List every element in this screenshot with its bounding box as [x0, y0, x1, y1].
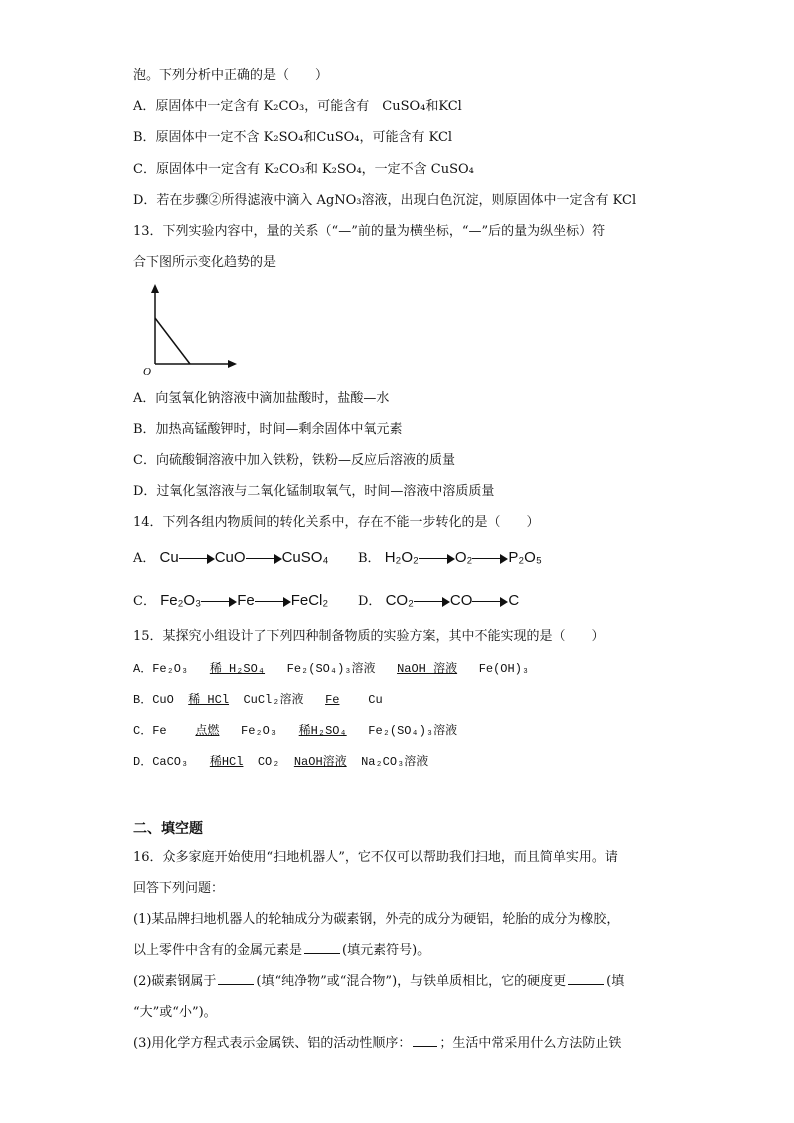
q15-option-d	[133, 752, 428, 772]
q14-d-label: D．	[358, 594, 382, 609]
q13-stem-line1: 13．下列实验内容中，量的关系（“—”前的量为横坐标，“—”后的量为纵坐标）符	[133, 224, 606, 239]
q15-b-middle: CuCl₂溶液	[243, 693, 304, 707]
right-arrow-icon	[246, 554, 282, 564]
q15-c-reagent-1: 点燃	[195, 724, 220, 738]
q16-part2-text: (2)碳素钢属于	[133, 974, 217, 989]
q15-option-c	[133, 721, 457, 741]
q14-c-species-1: Fe₂O₃	[160, 592, 202, 609]
q14-b-species-3: P₂O₅	[508, 549, 542, 566]
q14-a-species-1: Cu	[159, 549, 179, 566]
q14-c-label: C．	[133, 594, 156, 609]
q15-option-b	[133, 690, 383, 710]
q14-stem: 14．下列各组内物质间的转化关系中，存在不能一步转化的是（ ）	[133, 515, 540, 530]
right-arrow-icon	[419, 554, 455, 564]
q14-a-species-3: CuSO₄	[281, 549, 329, 566]
q15-b-product: Cu	[368, 693, 383, 707]
section-heading: 二、填空题	[133, 821, 203, 837]
q12-option-a: A．原固体中一定含有 K₂CO₃，可能含有 CuSO₄和KCl	[133, 99, 462, 114]
q13-option-a: A．向氢氧化钠溶液中滴加盐酸时，盐酸—水	[133, 391, 390, 406]
q15-option-a	[133, 659, 529, 679]
q14-d-species-1: CO₂	[385, 592, 414, 609]
q12-option-b: B．原固体中一定不含 K₂SO₄和CuSO₄，可能含有 KCl	[133, 130, 453, 145]
q14-d-species-2: CO	[449, 592, 473, 609]
q15-a-reagent-2: NaOH 溶液	[397, 662, 458, 676]
q14-d-species-3: C	[508, 592, 520, 609]
answer-blank[interactable]	[304, 941, 340, 954]
q16-part1-line2	[133, 941, 430, 961]
q15-b-start: B．CuO	[133, 693, 174, 707]
q15-a-start: A．Fe₂O₃	[133, 662, 189, 676]
q15-c-reagent-2: 稀H₂SO₄	[298, 724, 347, 738]
q14-option-b	[358, 548, 542, 569]
right-arrow-icon	[472, 554, 508, 564]
q16-part2-line2: “大”或“小”)。	[133, 1005, 217, 1020]
q15-b-reagent-1: 稀 HCl	[188, 693, 230, 707]
q14-option-d	[358, 591, 519, 612]
q14-a-label: A．	[133, 551, 156, 566]
q16-part3-line1	[133, 1034, 621, 1054]
q14-b-species-2: O₂	[454, 549, 473, 566]
q16-part1-hint: (填元素符号)。	[342, 943, 431, 958]
trend-line	[155, 318, 190, 364]
q14-option-c	[133, 591, 328, 612]
x-axis-arrow	[228, 360, 237, 368]
q13-option-d: D．过氧化氢溶液与二氧化锰制取氧气，时间—溶液中溶质质量	[133, 484, 495, 499]
q15-a-product: Fe(OH)₃	[478, 662, 530, 676]
q16-part3-text: (3)用化学方程式表示金属铁、铝的活动性顺序：	[133, 1036, 412, 1051]
q15-b-reagent-2: Fe	[325, 693, 340, 707]
answer-blank[interactable]	[413, 1034, 437, 1047]
q16-part1-text: 以上零件中含有的金属元素是	[133, 943, 303, 958]
q14-c-species-3: FeCl₂	[290, 592, 329, 609]
right-arrow-icon	[472, 597, 508, 607]
q16-part2-mid: (填“纯净物”或“混合物”)，与铁单质相比，它的硬度更	[256, 974, 567, 989]
q13-trend-graph	[140, 282, 250, 377]
q16-part2-line1	[133, 972, 624, 992]
q14-c-species-2: Fe	[237, 592, 255, 609]
origin-label: O	[143, 366, 151, 377]
q15-c-start: C．Fe	[133, 724, 167, 738]
q15-c-product: Fe₂(SO₄)₃溶液	[368, 724, 458, 738]
q15-a-reagent-1: 稀 H₂SO₄	[209, 662, 266, 676]
q12-option-c: C．原固体中一定含有 K₂CO₃和 K₂SO₄，一定不含 CuSO₄	[133, 162, 474, 177]
q15-d-product: Na₂CO₃溶液	[361, 755, 429, 769]
y-axis-arrow	[151, 284, 159, 293]
q16-stem-line2: 回答下列问题：	[133, 881, 225, 896]
right-arrow-icon	[179, 554, 215, 564]
q14-b-species-1: H₂O₂	[384, 549, 419, 566]
right-arrow-icon	[201, 597, 237, 607]
q12-stem-tail: 泡。下列分析中正确的是（ ）	[133, 68, 329, 83]
q14-option-a	[133, 548, 329, 569]
q13-stem-line2: 合下图所示变化趋势的是	[133, 255, 277, 270]
q15-c-middle: Fe₂O₃	[241, 724, 278, 738]
q16-stem-line1: 16．众多家庭开始使用“扫地机器人”，它不仅可以帮助我们扫地，而且简单实用。请	[133, 850, 618, 865]
q13-option-b: B．加热高锰酸钾时，时间—剩余固体中氧元素	[133, 422, 403, 437]
q14-b-label: B．	[358, 551, 381, 566]
right-arrow-icon	[255, 597, 291, 607]
answer-blank[interactable]	[218, 972, 254, 985]
q15-a-middle: Fe₂(SO₄)₃溶液	[286, 662, 376, 676]
q14-a-species-2: CuO	[214, 549, 246, 566]
q16-part1-line1: (1)某品牌扫地机器人的轮轴成分为碳素钢，外壳的成分为硬铝，轮胎的成分为橡胶，	[133, 912, 620, 927]
q15-stem: 15．某探究小组设计了下列四种制备物质的实验方案，其中不能实现的是（ ）	[133, 629, 605, 644]
right-arrow-icon	[414, 597, 450, 607]
q13-option-c: C．向硫酸铜溶液中加入铁粉，铁粉—反应后溶液的质量	[133, 453, 455, 468]
q15-d-middle: CO₂	[257, 755, 280, 769]
q15-d-reagent-2: NaOH溶液	[293, 755, 347, 769]
answer-blank[interactable]	[568, 972, 604, 985]
q12-option-d: D．若在步骤②所得滤液中滴入 AgNO₃溶液，出现白色沉淀，则原固体中一定含有 KCl	[133, 193, 637, 208]
q15-d-start: D．CaCO₃	[133, 755, 189, 769]
q16-part3-tail: ；生活中常采用什么方法防止铁	[439, 1036, 622, 1051]
q15-d-reagent-1: 稀HCl	[209, 755, 244, 769]
q16-part2-tail: (填	[606, 974, 625, 989]
